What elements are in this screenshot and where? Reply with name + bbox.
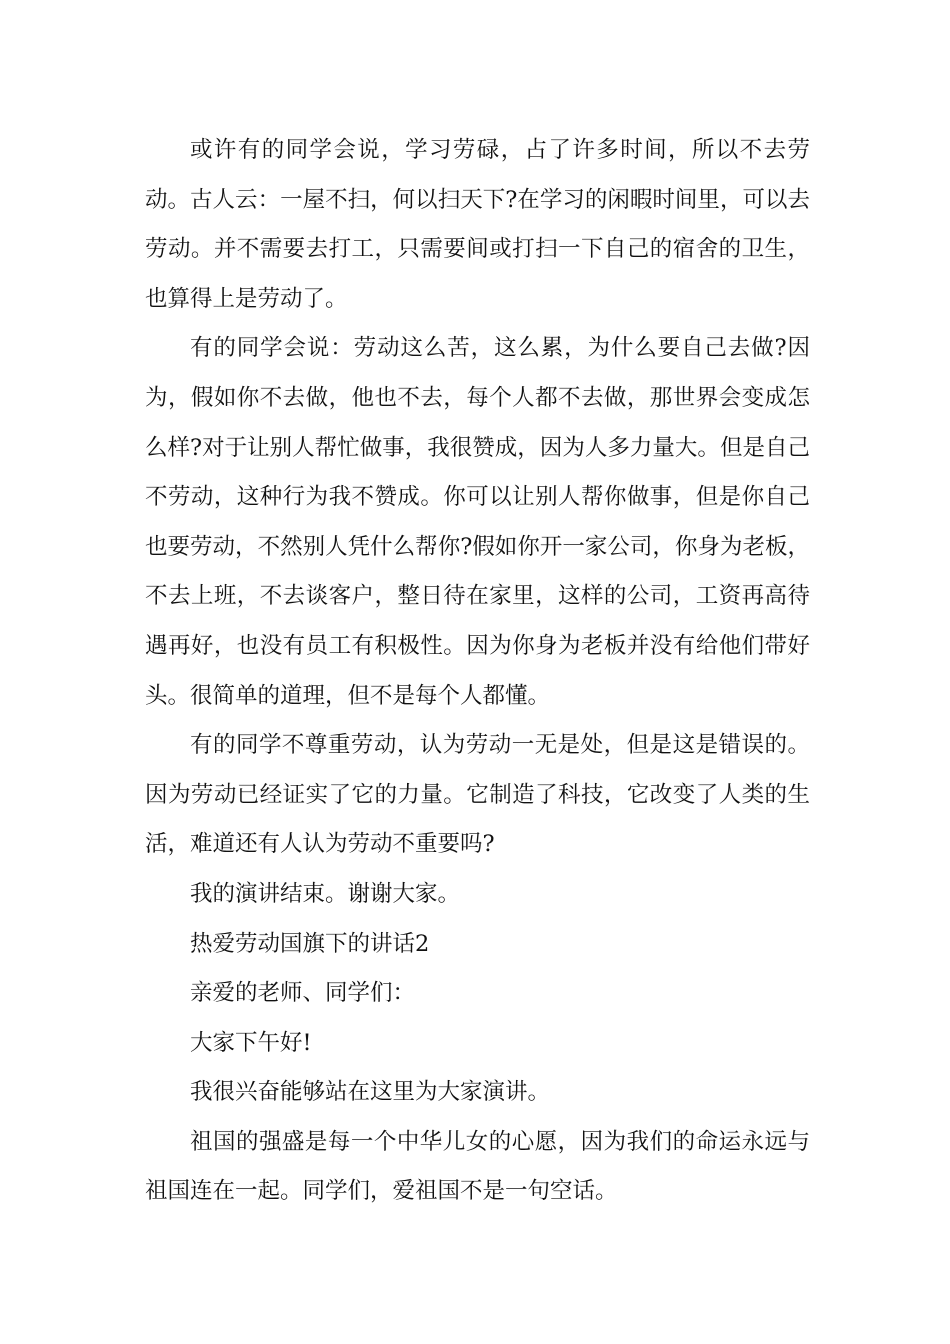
- paragraph-salutation: 亲爱的老师、同学们：: [190, 980, 416, 1007]
- paragraph-intro: 我很兴奋能够站在这里为大家演讲。: [190, 1079, 551, 1106]
- paragraph-speech-end: 我的演讲结束。谢谢大家。: [190, 880, 461, 907]
- paragraph-greeting: 大家下午好!: [190, 1029, 312, 1056]
- paragraph-speech-title-2: 热爱劳动国旗下的讲话2: [190, 930, 430, 957]
- paragraph-labor-respect: 有的同学不尊重劳动，认为劳动一无是处，但是这是错误的。因为劳动已经证实了它的力量。它制造了科技，它改变了人类的生活，难道还有人认为劳动不重要吗?: [145, 732, 810, 858]
- paragraph-motherland: 祖国的强盛是每一个中华儿女的心愿，因为我们的命运永远与祖国连在一起。同学们，爱祖国不是一句空话。: [145, 1128, 810, 1205]
- paragraph-labor-hard: 有的同学会说：劳动这么苦，这么累，为什么要自己去做?因为，假如你不去做，他也不去，每个人都不去做，那世界会变成怎么样?对于让别人帮忙做事，我很赞成，因为人多力量大。但是自己不劳动，这种行为我不赞成。你可以让别人帮你做事，但是你自己也要劳动，不然别人凭什么帮你?假如你开一家公司，你身为老板，不去上班，不去谈客户，整日待在家里，这样的公司，工资再高待遇再好，也没有员工有积极性。因为你身为老板并没有给他们带好头。很简单的道理，但不是每个人都懂。: [145, 335, 810, 709]
- paragraph-labor-time: 或许有的同学会说，学习劳碌，占了许多时间，所以不去劳动。古人云：一屋不扫，何以扫天下?在学习的闲暇时间里，可以去劳动。并不需要去打工，只需要间或打扫一下自己的宿舍的卫生，也算得上是劳动了。: [145, 137, 810, 312]
- document-body: [145, 126, 810, 1217]
